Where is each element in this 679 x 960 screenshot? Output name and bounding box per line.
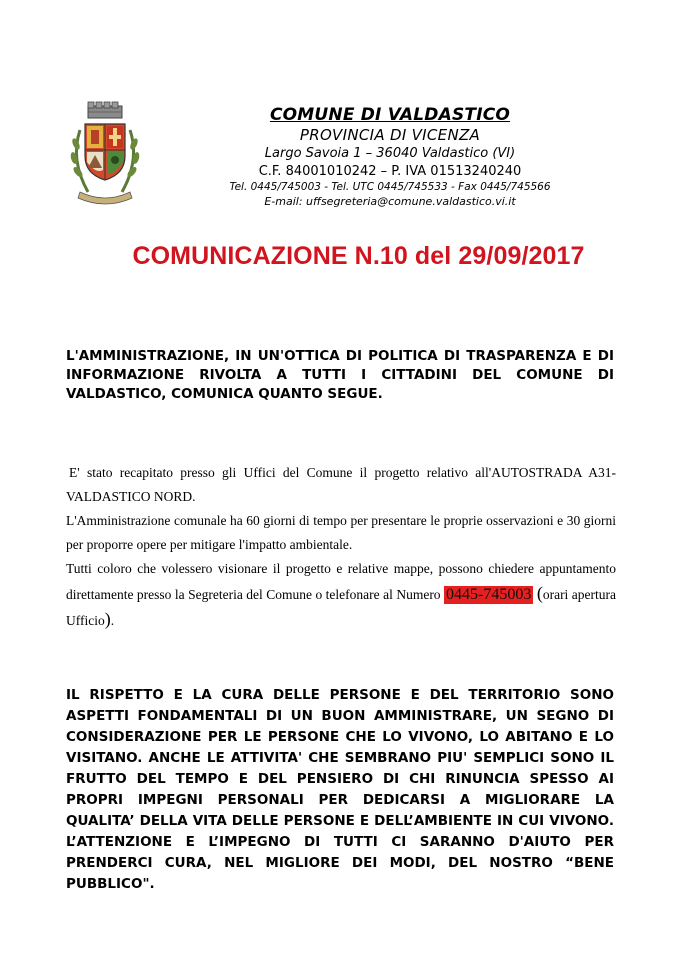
phone-number-highlight: 0445-745003 <box>446 586 532 603</box>
office-hours-text: orari apertura Ufficio <box>66 587 616 628</box>
closing-paragraph: IL RISPETTO E LA CURA DELLE PERSONE E DEL TERRITORIO SONO ASPETTI FONDAMENTALI DI UN BUON AMMINISTRARE, UN SEGNO DI CONSIDERAZIONE PER LE PERSONE CHE LO VIVONO, LO ABITANO E LO VISITANO. ANCHE LE ATTIVITA' CHE SEMBRANO PIU' SEMPLICI SONO IL FRUTTO DEL TEMPO E DEL PENSIERO DI CHI RINUNCIA SPESSO AI PROPRI IMPEGNI PERSONALI PER DEDICARSI A MIGLIORARE LA QUALITA’ DELLA VITA DELLE PERSONE E DELL’AMBIENTE IN CUI VIVONO. L’ATTENZIONE E L’IMPEGNO DI TUTTI CI SARANNO D'AIUTO PER PRENDERCI CURA, NEL MIGLIORE DEI MODI, DEL NOSTRO “BENE PUBBLICO". <box>66 687 614 892</box>
paragraph-contact <box>66 557 616 633</box>
paragraph-deadlines: L'Amministrazione comunale ha 60 giorni di tempo per presentare le proprie osservazioni e 30 giorni per proporre opere per mitigare l'impatto ambientale. <box>66 513 616 552</box>
intro-paragraph: L'AMMINISTRAZIONE, IN UN'OTTICA DI POLITICA DI TRASPARENZA E DI INFORMAZIONE RIVOLTA A TUTTI I CITTADINI DEL COMUNE DI VALDASTICO, COMUNICA QUANTO SEGUE. <box>66 348 614 402</box>
contact-text: Tutti coloro che volessero visionare il progetto e relative mappe, possono chiedere appuntamento direttamente presso la Segreteria del Comune o telefonare al Numero <box>66 561 616 602</box>
municipal-crest-icon <box>66 100 144 210</box>
communication-title: COMUNICAZIONE N.10 del 29/09/2017 <box>132 242 585 270</box>
paren-close: ) <box>104 609 111 629</box>
tax-codes: C.F. 84001010242 – P. IVA 01513240240 <box>258 164 522 179</box>
paren-open: ( <box>536 583 543 603</box>
body-text <box>66 461 616 633</box>
address: Largo Savoia 1 – 36040 Valdastico (VI) <box>264 146 516 161</box>
phone-numbers: Tel. 0445/745003 - Tel. UTC 0445/745533 - Fax 0445/745566 <box>229 181 551 193</box>
paragraph-end: . <box>110 613 115 628</box>
letterhead <box>200 104 580 209</box>
municipality-name: COMUNE DI VALDASTICO <box>269 105 511 125</box>
paragraph-project-received: E' stato recapitato presso gli Uffici del Comune il progetto relativo all'AUTOSTRADA A31-VALDASTICO NORD. <box>66 465 616 504</box>
email-address: E-mail: uffsegreteria@comune.valdastico.vi.it <box>264 195 516 208</box>
province-name: PROVINCIA DI VICENZA <box>299 126 481 144</box>
